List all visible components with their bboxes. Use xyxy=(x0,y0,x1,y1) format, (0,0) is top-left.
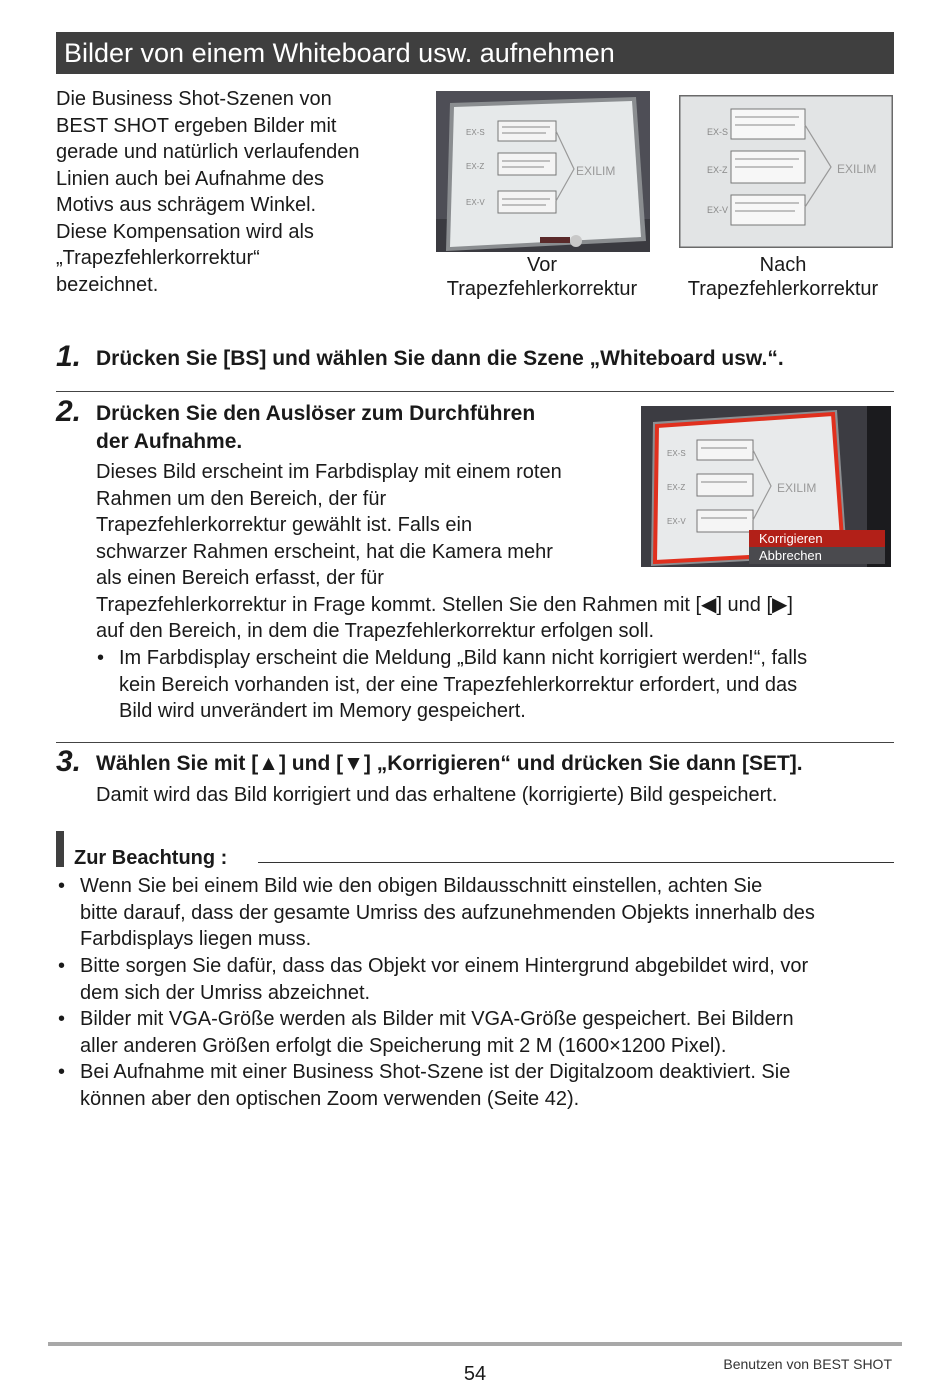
svg-text:EX-Z: EX-Z xyxy=(707,165,728,175)
note-item-line: Bitte sorgen Sie dafür, dass das Objekt vor einem Hintergrund abgebildet wird, vor xyxy=(80,955,809,977)
caption-before-line1: Vor xyxy=(526,254,558,276)
step-2-bullet-line: Bild wird unverändert im Memory gespeichert. xyxy=(119,700,526,722)
step-3-heading: Wählen Sie mit [▲] und [▼] „Korrigieren“ und drücken Sie dann [SET]. xyxy=(96,752,803,775)
step-1-number: 1. xyxy=(56,340,82,373)
intro-line: bezeichnet. xyxy=(56,273,159,296)
svg-text:EX-S: EX-S xyxy=(466,128,485,137)
note-item-line: Wenn Sie bei einem Bild wie den obigen Bildausschnitt einstellen, achten Sie xyxy=(80,875,763,897)
svg-text:EX-V: EX-V xyxy=(707,205,729,215)
step-2-bullet-line: kein Bereich vorhanden ist, der eine Trapezfehlerkorrektur erfordert, und das xyxy=(119,673,798,696)
note-item-line: Bilder mit VGA-Größe werden als Bilder mit VGA-Größe gespeichert. Bei Bildern xyxy=(80,1008,794,1030)
intro-line: gerade und natürlich verlaufenden xyxy=(56,141,360,163)
note-title: Zur Beachtung : xyxy=(74,847,228,869)
note-item-line: Bei Aufnahme mit einer Business Shot-Szene ist der Digitalzoom deaktiviert. Sie xyxy=(80,1061,791,1083)
caption-after-line2: Trapezfehlerkorrektur xyxy=(687,278,879,300)
caption-after xyxy=(680,253,886,301)
step-2-heading-line: der Aufnahme. xyxy=(96,430,243,453)
step-2-body-line: auf den Bereich, in dem die Trapezfehlerkorrektur erfolgen soll. xyxy=(96,620,655,642)
menu-item-correct: Korrigieren xyxy=(759,531,823,546)
board-text-exilim: EXILIM xyxy=(777,481,817,495)
intro-line: BEST SHOT ergeben Bilder mit xyxy=(56,114,337,137)
section-title-bar xyxy=(56,32,894,74)
photo-after-correction xyxy=(679,95,893,248)
step-3-number: 3. xyxy=(56,745,82,778)
note-marker xyxy=(56,831,64,867)
step-2-heading-line: Drücken Sie den Auslöser zum Durchführen xyxy=(96,402,536,425)
step-2-number: 2. xyxy=(56,395,82,428)
caption-before xyxy=(436,253,648,301)
bullet-dot: • xyxy=(58,955,66,977)
step-2-body-line: Rahmen um den Bereich, der für xyxy=(96,487,387,510)
note-item xyxy=(58,953,895,1006)
divider xyxy=(56,391,894,392)
step-2-bullet-line: Im Farbdisplay erscheint die Meldung „Bild kann nicht korrigiert werden!“, falls xyxy=(119,647,808,669)
photo-before-correction xyxy=(436,91,650,252)
svg-text:EX-Z: EX-Z xyxy=(667,483,686,492)
svg-text:EX-V: EX-V xyxy=(667,517,686,526)
note-item-line: dem sich der Umriss abzeichnet. xyxy=(80,981,371,1004)
bullet-dot: • xyxy=(58,1061,66,1083)
svg-text:EX-S: EX-S xyxy=(707,127,729,137)
intro-line: Motivs aus schrägem Winkel. xyxy=(56,194,317,216)
svg-text:EX-S: EX-S xyxy=(667,449,686,458)
svg-text:EX-Z: EX-Z xyxy=(466,162,485,171)
board-text-exilim: EXILIM xyxy=(837,162,877,176)
step-1-heading: Drücken Sie [BS] und wählen Sie dann die Szene „Whiteboard usw.“. xyxy=(96,347,784,370)
intro-paragraph xyxy=(56,86,416,298)
step-2-heading xyxy=(96,400,535,456)
step-2-bullet xyxy=(97,645,894,725)
note-item-line: können aber den optischen Zoom verwenden (Seite 42). xyxy=(80,1087,580,1110)
caption-before-line2: Trapezfehlerkorrektur xyxy=(446,278,638,300)
intro-line: Diese Kompensation wird als xyxy=(56,220,314,243)
note-divider xyxy=(258,862,894,863)
step-2-body-line: schwarzer Rahmen erscheint, hat die Kamera mehr xyxy=(96,540,553,563)
intro-line: Linien auch bei Aufnahme des xyxy=(56,167,324,190)
board-text-exilim: EXILIM xyxy=(576,164,616,178)
note-item xyxy=(58,1059,895,1112)
bullet-dot: • xyxy=(97,647,105,669)
menu-item-cancel: Abbrechen xyxy=(759,548,822,563)
note-item xyxy=(58,873,895,953)
page-number: 54 xyxy=(463,1363,487,1382)
note-item-line: Farbdisplays liegen muss. xyxy=(80,928,312,950)
step-3-body: Damit wird das Bild korrigiert und das erhaltene (korrigierte) Bild gespeichert. xyxy=(96,784,778,806)
bullet-dot: • xyxy=(58,875,66,897)
note-item xyxy=(58,1006,895,1059)
bullet-dot: • xyxy=(58,1008,66,1030)
step-2-body-line: Trapezfehlerkorrektur gewählt ist. Falls ein xyxy=(96,514,473,536)
divider xyxy=(56,742,894,743)
photo-camera-screen xyxy=(641,406,891,567)
page-title: Bilder von einem Whiteboard usw. aufnehmen xyxy=(64,38,615,68)
footer-section-label: Benutzen von BEST SHOT xyxy=(723,1356,892,1372)
step-2-body-line: Trapezfehlerkorrektur in Frage kommt. Stellen Sie den Rahmen mit [◀] und [▶] xyxy=(96,593,793,616)
intro-line: „Trapezfehlerkorrektur“ xyxy=(56,247,260,269)
caption-after-line1: Nach xyxy=(759,254,807,276)
intro-line: Die Business Shot-Szenen von xyxy=(56,88,332,110)
note-item-line: bitte darauf, dass der gesamte Umriss des aufzunehmenden Objekts innerhalb des xyxy=(80,901,815,924)
svg-text:EX-V: EX-V xyxy=(466,198,485,207)
note-item-line: aller anderen Größen erfolgt die Speicherung mit 2 M (1600×1200 Pixel). xyxy=(80,1034,727,1057)
step-2-body-line: Dieses Bild erscheint im Farbdisplay mit einem roten xyxy=(96,461,562,483)
footer-divider xyxy=(48,1342,902,1346)
step-2-body-line: als einen Bereich erfasst, der für xyxy=(96,567,384,589)
